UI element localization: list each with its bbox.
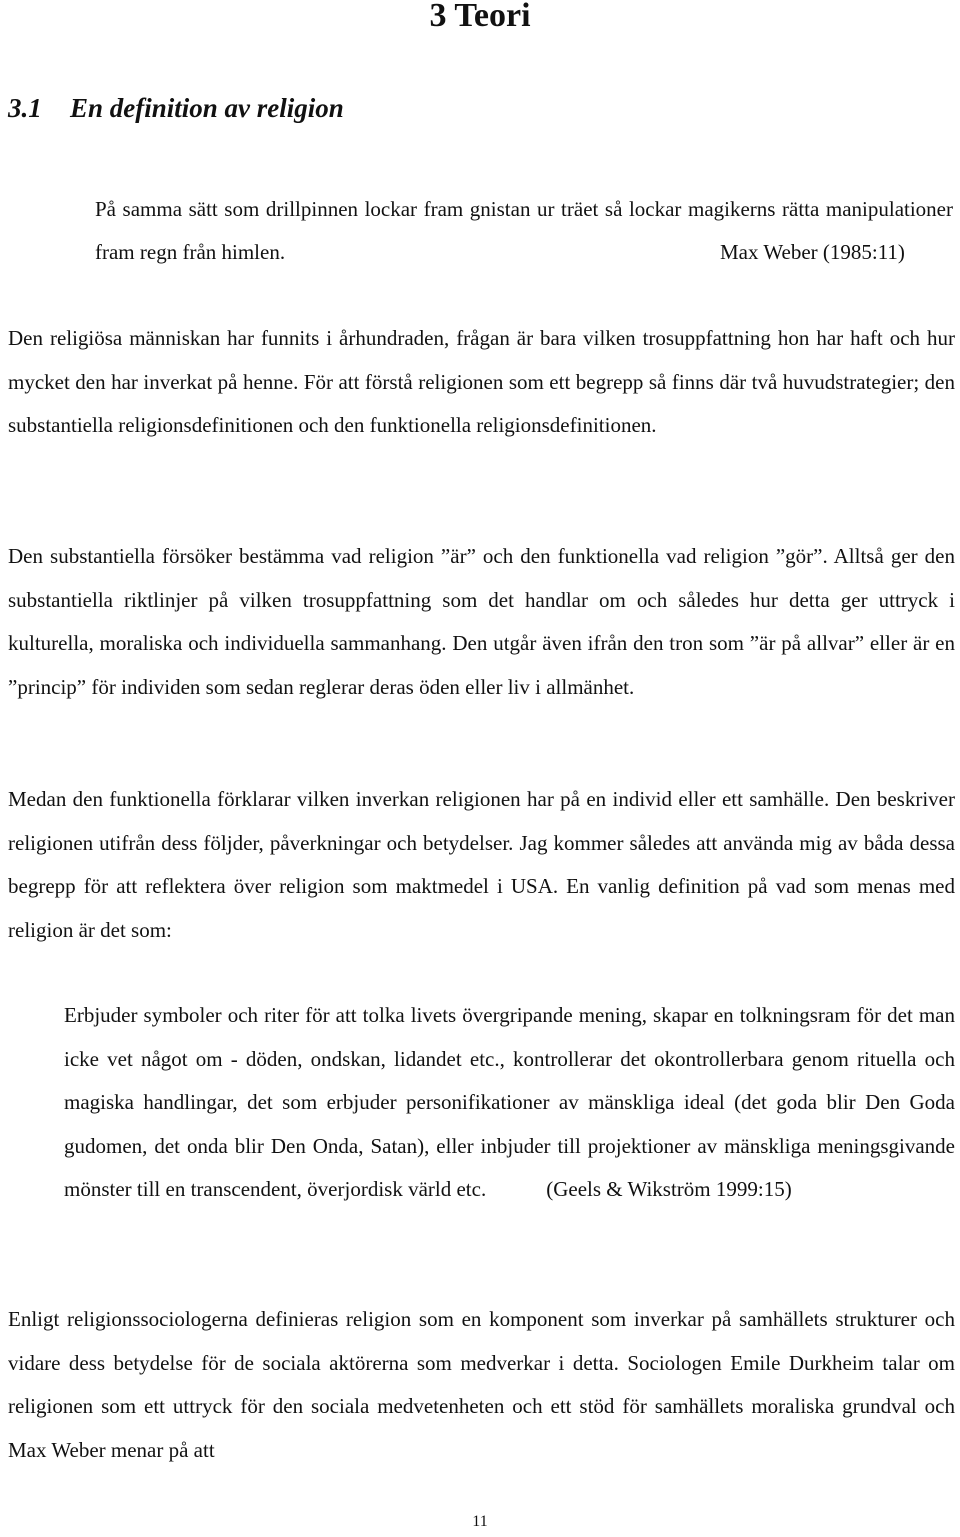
section-heading [8, 88, 344, 128]
chapter-heading: 3 Teori [429, 0, 531, 34]
body-paragraph: Den substantiella försöker bestämma vad religion ”är” och den funktionella vad religion ”gör”. Alltså ger den substantiella riktlinjer på vilken trosuppfattning som det handlar om och således hur detta ger uttryck i kulturella, moraliska och individuella sammanhang. Den utgår även ifrån den tron som ”är på allvar” eller är en ”princip” för individen som sedan reglerar deras öden eller liv i allmänhet. [8, 544, 955, 699]
page-number: 11 [472, 1513, 488, 1530]
body-paragraph: Medan den funktionella förklarar vilken inverkan religionen har på en individ eller ett samhälle. Den beskriver religionen utifrån dess följder, påverkningar och betydelser. Jag kommer således att använda mig av båda dessa begrepp för att reflektera över religion som maktmedel i USA. En vanlig definition på vad som menas med religion är det som: [8, 787, 955, 942]
block-quote [64, 994, 955, 1212]
section-title: En definition av religion [70, 93, 344, 123]
block-quote-text: Erbjuder symboler och riter för att tolka livets övergripande mening, skapar en tolkningsram för det man icke vet något om - döden, ondskan, lidandet etc., kontrollerar det okontrollerbara genom rituella och magiska handlingar, det som erbjuder personifikationer av mänskliga ideal (det goda blir Den Goda gudomen, det onda blir Den Onda, Satan), eller inbjuder till projektioner av mänskliga meningsgivande mönster till en transcendent, överjordisk värld etc. [64, 1003, 955, 1201]
epigraph-attribution: Max Weber (1985:11) [720, 240, 905, 264]
body-paragraph: Enligt religionssociologerna definieras religion som en komponent som inverkar på samhällets strukturer och vidare dess betydelse för de sociala aktörerna som medverkar i detta. Sociologen Emile Durkheim talar om religionen som ett uttryck för den sociala medvetenheten och ett stöd för samhällets moraliska grundval och Max Weber menar på att [8, 1307, 955, 1462]
section-number: 3.1 [8, 93, 42, 123]
epigraph [95, 188, 953, 274]
body-paragraph: Den religiösa människan har funnits i århundraden, frågan är bara vilken trosuppfattning hon har haft och hur mycket den har inverkat på henne. För att förstå religionen som ett begrepp så finns där två huvudstrategier; den substantiella religionsdefinitionen och den funktionella religionsdefinitionen. [8, 326, 955, 437]
epigraph-text: På samma sätt som drillpinnen lockar fram gnistan ur träet så lockar magikerns rätta manipulationer fram regn från himlen. [95, 197, 953, 264]
block-quote-citation: (Geels & Wikström 1999:15) [546, 1177, 792, 1201]
